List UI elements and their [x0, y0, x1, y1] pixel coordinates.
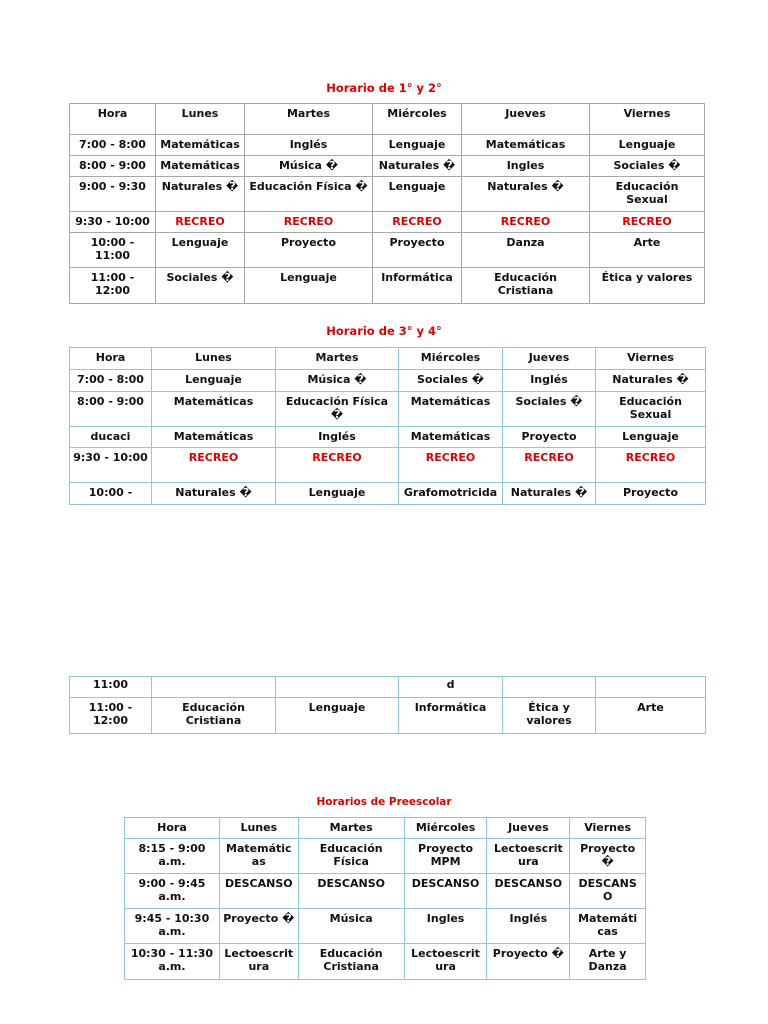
- recreo-cell: RECREO: [462, 212, 590, 233]
- subject-cell: Lectoescrit ura: [219, 944, 298, 980]
- time-cell: ducaci: [70, 427, 152, 448]
- subject-cell: Grafomotricida: [399, 483, 503, 505]
- subject-cell: Lectoescrit ura: [404, 944, 487, 980]
- table-row: [125, 874, 646, 909]
- recreo-cell: RECREO: [503, 448, 596, 483]
- time-cell: 7:00 - 8:00: [70, 135, 156, 156]
- subject-cell: Matemáticas: [399, 392, 503, 427]
- time-cell: 9:00 - 9:30: [70, 177, 156, 212]
- subject-cell: Matemáticas: [152, 427, 276, 448]
- subject-cell: Sociales �: [156, 268, 245, 304]
- time-cell: 11:00: [70, 677, 152, 698]
- subject-cell: Lenguaje: [152, 370, 276, 392]
- table-header-row: [125, 818, 646, 839]
- subject-cell: Matemáticas: [156, 156, 245, 177]
- table-row: [70, 370, 706, 392]
- table-row: [125, 909, 646, 944]
- subject-cell: Matemátic as: [219, 839, 298, 874]
- recreo-cell: RECREO: [245, 212, 373, 233]
- subject-cell: Lenguaje: [596, 427, 706, 448]
- schedule-table-3-4-continued: [69, 676, 706, 734]
- subject-cell: Proyecto: [245, 233, 373, 268]
- subject-cell: Naturales �: [596, 370, 706, 392]
- table-row: [70, 448, 706, 483]
- subject-cell: Educación Sexual: [596, 392, 706, 427]
- schedule-title-preescolar: Horarios de Preescolar: [316, 796, 452, 808]
- subject-cell: Música �: [245, 156, 373, 177]
- subject-cell: Lenguaje: [156, 233, 245, 268]
- subject-cell: Educación Física: [298, 839, 404, 874]
- table-row: [70, 698, 706, 734]
- header-cell: Hora: [125, 818, 220, 839]
- header-cell: Jueves: [462, 104, 590, 135]
- header-cell: Martes: [276, 348, 399, 370]
- subject-cell: Educación Cristiana: [462, 268, 590, 304]
- time-cell: 7:00 - 8:00: [70, 370, 152, 392]
- subject-cell: Proyecto �: [487, 944, 570, 980]
- header-cell: Jueves: [503, 348, 596, 370]
- subject-cell: Ética y valores: [503, 698, 596, 734]
- subject-cell: Lenguaje: [373, 135, 462, 156]
- subject-cell: d: [399, 677, 503, 698]
- subject-cell: Sociales �: [503, 392, 596, 427]
- time-cell: 8:00 - 9:00: [70, 156, 156, 177]
- table-row: [125, 839, 646, 874]
- table-row: [70, 392, 706, 427]
- header-cell: Lunes: [219, 818, 298, 839]
- subject-cell: Naturales �: [503, 483, 596, 505]
- subject-cell: DESCANSO: [219, 874, 298, 909]
- subject-cell: Naturales �: [152, 483, 276, 505]
- header-cell: Martes: [298, 818, 404, 839]
- subject-cell: Sociales �: [590, 156, 705, 177]
- header-cell: Hora: [70, 348, 152, 370]
- time-cell: 9:30 - 10:00: [70, 448, 152, 483]
- subject-cell: [503, 677, 596, 698]
- subject-cell: DESCANSO: [487, 874, 570, 909]
- recreo-cell: RECREO: [152, 448, 276, 483]
- subject-cell: Lenguaje: [245, 268, 373, 304]
- recreo-cell: RECREO: [276, 448, 399, 483]
- schedule-table-preescolar: [124, 817, 646, 980]
- recreo-cell: RECREO: [156, 212, 245, 233]
- subject-cell: Inglés: [487, 909, 570, 944]
- schedule-table-1-2: [69, 103, 705, 304]
- header-cell: Miércoles: [399, 348, 503, 370]
- table-row: [70, 135, 705, 156]
- subject-cell: [152, 677, 276, 698]
- subject-cell: Proyecto MPM: [404, 839, 487, 874]
- table-row: [70, 156, 705, 177]
- recreo-cell: RECREO: [373, 212, 462, 233]
- table-row: [70, 177, 705, 212]
- header-cell: Miércoles: [404, 818, 487, 839]
- recreo-cell: RECREO: [399, 448, 503, 483]
- time-cell: 9:00 - 9:45 a.m.: [125, 874, 220, 909]
- subject-cell: Lenguaje: [373, 177, 462, 212]
- subject-cell: Naturales �: [373, 156, 462, 177]
- subject-cell: Matemáticas: [399, 427, 503, 448]
- subject-cell: Ingles: [462, 156, 590, 177]
- header-cell: Miércoles: [373, 104, 462, 135]
- header-cell: Hora: [70, 104, 156, 135]
- subject-cell: Lenguaje: [276, 483, 399, 505]
- table-header-row: [70, 348, 706, 370]
- subject-cell: Sociales �: [399, 370, 503, 392]
- header-cell: Viernes: [590, 104, 705, 135]
- subject-cell: Música �: [276, 370, 399, 392]
- subject-cell: Informática: [399, 698, 503, 734]
- subject-cell: Matemáti cas: [570, 909, 646, 944]
- time-cell: 9:45 - 10:30 a.m.: [125, 909, 220, 944]
- table-row: [70, 268, 705, 304]
- subject-cell: Ética y valores: [590, 268, 705, 304]
- header-cell: Viernes: [570, 818, 646, 839]
- time-cell: 8:15 - 9:00 a.m.: [125, 839, 220, 874]
- time-cell: 9:30 - 10:00: [70, 212, 156, 233]
- subject-cell: Ingles: [404, 909, 487, 944]
- header-cell: Lunes: [152, 348, 276, 370]
- recreo-cell: RECREO: [590, 212, 705, 233]
- schedule-table-3-4: [69, 347, 706, 505]
- subject-cell: Educación Cristiana: [152, 698, 276, 734]
- subject-cell: Arte y Danza: [570, 944, 646, 980]
- subject-cell: Proyecto �: [570, 839, 646, 874]
- schedule-title-1-2: Horario de 1° y 2°: [326, 81, 442, 95]
- header-cell: Lunes: [156, 104, 245, 135]
- subject-cell: Matemáticas: [152, 392, 276, 427]
- subject-cell: Educación Cristiana: [298, 944, 404, 980]
- table-row: [70, 233, 705, 268]
- table-row: [70, 677, 706, 698]
- subject-cell: Inglés: [276, 427, 399, 448]
- subject-cell: DESCANSO: [404, 874, 487, 909]
- subject-cell: DESCANSO: [298, 874, 404, 909]
- subject-cell: Música: [298, 909, 404, 944]
- subject-cell: Educación Física �: [245, 177, 373, 212]
- table-row: [70, 427, 706, 448]
- time-cell: 11:00 - 12:00: [70, 698, 152, 734]
- subject-cell: Inglés: [503, 370, 596, 392]
- subject-cell: Proyecto: [596, 483, 706, 505]
- subject-cell: Educación Física �: [276, 392, 399, 427]
- subject-cell: Arte: [590, 233, 705, 268]
- schedule-title-3-4: Horario de 3° y 4°: [326, 324, 442, 338]
- subject-cell: Proyecto: [503, 427, 596, 448]
- subject-cell: Matemáticas: [462, 135, 590, 156]
- time-cell: 8:00 - 9:00: [70, 392, 152, 427]
- header-cell: Jueves: [487, 818, 570, 839]
- subject-cell: Arte: [596, 698, 706, 734]
- header-cell: Viernes: [596, 348, 706, 370]
- table-row: [125, 944, 646, 980]
- subject-cell: Educación Sexual: [590, 177, 705, 212]
- subject-cell: Lectoescrit ura: [487, 839, 570, 874]
- table-row: [70, 483, 706, 505]
- time-cell: 10:00 -: [70, 483, 152, 505]
- subject-cell: Inglés: [245, 135, 373, 156]
- header-cell: Martes: [245, 104, 373, 135]
- time-cell: 11:00 - 12:00: [70, 268, 156, 304]
- recreo-cell: RECREO: [596, 448, 706, 483]
- subject-cell: Naturales �: [156, 177, 245, 212]
- table-header-row: [70, 104, 705, 135]
- subject-cell: Matemáticas: [156, 135, 245, 156]
- time-cell: 10:00 - 11:00: [70, 233, 156, 268]
- subject-cell: Proyecto �: [219, 909, 298, 944]
- subject-cell: Proyecto: [373, 233, 462, 268]
- subject-cell: Danza: [462, 233, 590, 268]
- subject-cell: [276, 677, 399, 698]
- subject-cell: Lenguaje: [590, 135, 705, 156]
- subject-cell: Lenguaje: [276, 698, 399, 734]
- subject-cell: Naturales �: [462, 177, 590, 212]
- subject-cell: DESCANS O: [570, 874, 646, 909]
- subject-cell: Informática: [373, 268, 462, 304]
- time-cell: 10:30 - 11:30 a.m.: [125, 944, 220, 980]
- table-row: [70, 212, 705, 233]
- subject-cell: [596, 677, 706, 698]
